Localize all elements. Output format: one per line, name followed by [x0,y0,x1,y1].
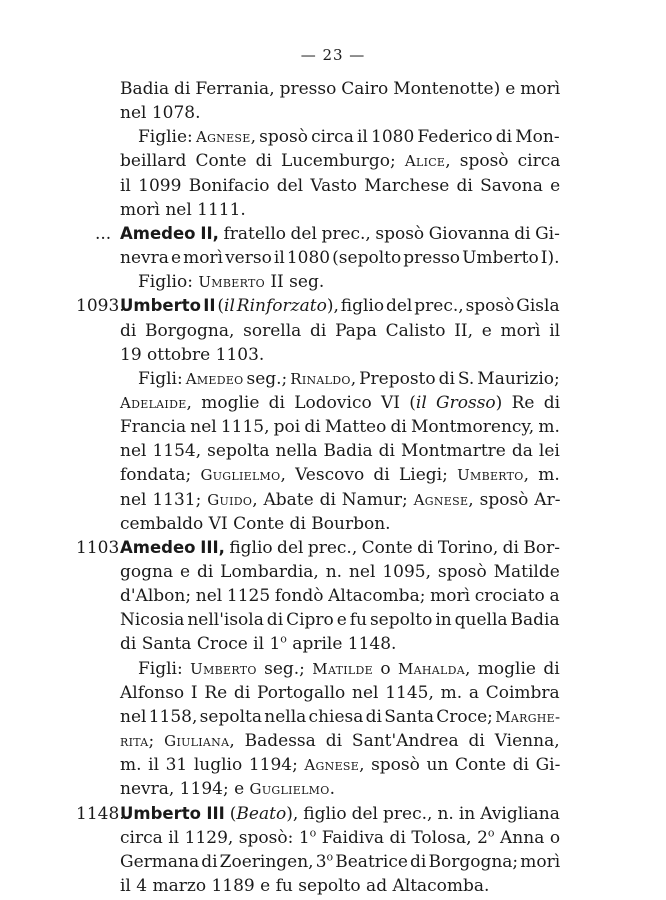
text-line [120,704,560,730]
text-run: , sposò circa il 1080 Federico di Mon- [250,127,560,148]
text-line [120,173,560,199]
text-run: nel 1154, sepolta nella Badia di Montmartre da lei [120,441,560,462]
entry-date: 1148. [76,803,125,824]
text-run: 19 ottobre 1103. [120,344,265,365]
text-line [120,728,560,754]
text-run: Figlie: [138,127,196,148]
text-line [138,269,324,295]
text-line [120,148,560,174]
text-run: Figli: [138,658,191,679]
text-run: Agnese [195,128,251,147]
text-line [138,656,560,682]
text-run: seg.; [256,658,313,679]
text-run: o [487,825,495,839]
text-run: II seg. [264,272,325,293]
text-line [120,221,560,247]
text-run: gogna e di Lombardia, n. nel 1095, sposò Matilde [120,562,560,582]
text-run: Amedeo [185,369,244,388]
text-line [120,390,560,416]
text-run: Agnese [304,756,360,775]
text-run: m. il 31 luglio 1194; [120,755,305,776]
text-line [138,366,560,392]
text-run: , sposò Ar- [468,489,561,510]
text-line [120,487,560,513]
text-line [120,293,560,319]
text-run: Guglielmo [200,466,281,485]
text-run: Agnese [413,490,469,509]
text-run: Guglielmo [249,780,330,799]
text-line [120,825,560,851]
text-run: il Rinforzato [224,296,327,317]
text-run: o [326,850,334,864]
text-run: , moglie di [465,658,560,679]
text-line [120,801,560,827]
text-line [120,76,560,102]
entry-name: Umberto II [120,296,216,316]
text-run: o [280,632,287,646]
text-line [120,414,560,440]
text-run: Mahalda [397,659,465,678]
text-line [138,124,560,150]
text-run: ; [148,731,165,752]
text-line [120,100,201,126]
text-run: Rinaldo [290,369,351,388]
text-run: Alice [404,152,446,171]
text-line [120,511,391,537]
text-run: il Grosso [415,392,496,413]
text-run: ( [215,296,225,317]
text-line [120,607,560,633]
text-run: Guido [207,490,253,509]
text-line [120,342,264,368]
entry-name: Amedeo III, [120,537,225,557]
text-run: il 4 marzo 1189 e fu sepolto ad Altacomba. [120,875,490,896]
text-line [120,438,560,464]
text-run: . [329,779,335,800]
page-number: — 23 — [300,46,366,64]
entry-date: 1093. [76,296,125,317]
text-run: Anna o [494,827,561,848]
entry-date: ... [95,223,112,244]
text-run: nel 1131; [120,489,208,510]
text-run: , Vescovo di Liegi; [280,465,458,486]
text-run: nevra e morì verso il 1080 (sepolto presso Umberto I). [120,248,560,269]
text-run: , sposò circa [445,151,561,172]
text-line [120,776,335,802]
entry-date: 1103. [76,537,125,558]
text-run: Faidiva di Tolosa, 2 [316,827,488,848]
text-run: morì nel 1111. [120,199,246,220]
text-run: , Preposto di S. Maurizio; [350,368,560,389]
text-line [120,245,560,271]
text-run: Badia di Ferrania, presso Cairo Montenotte) e morì [120,79,561,99]
text-run: Nicosia nell'isola di Cipro e fu sepolto in quella Badia [120,610,560,631]
text-run: Adelaide [120,393,187,412]
text-run: seg.; [243,368,291,389]
text-run: Alfonso I Re di Portogallo nel 1145, m. a Coimbra [120,682,560,703]
text-line [120,849,560,875]
text-run: , m. [523,465,560,486]
text-line [120,535,560,561]
text-run: , sposò un Conte di Gi- [359,755,561,776]
text-run: , Badessa di Sant'Andrea di Vienna, [229,731,560,752]
text-run: o [309,825,317,839]
text-run: Francia nel 1115, poi di Matteo di Montmorency, m. [120,417,560,438]
entry-name: Umberto III [120,803,225,823]
text-run: , Abate di Namur; [252,489,414,510]
text-line [120,583,560,609]
text-run: Giuliana [164,732,230,751]
text-run: o [372,658,398,679]
text-run: Marghe- [495,707,561,726]
text-line [120,559,560,585]
text-run: Beato [236,803,287,824]
text-run: aprile 1148. [286,634,397,655]
text-line [120,318,560,344]
text-run: Figlio: [138,272,199,293]
text-run: di Borgogna, sorella di Papa Calisto II, e morì il [120,320,561,341]
text-run: d'Albon; nel 1125 fondò Altacomba; morì crociato a [120,586,560,607]
text-run: nevra, 1194; e [120,779,250,800]
text-run: Germana di Zoeringen, 3 [120,851,327,872]
text-run: il 1099 Bonifacio del Vasto Marchese di Savona e [120,175,561,196]
text-run: Beatrice di Borgogna; morì [333,851,561,872]
text-line [120,680,560,706]
text-line [120,752,560,778]
text-run: circa il 1129, sposò: 1 [120,827,310,848]
text-run: cembaldo VI Conte di Bourbon. [120,513,391,534]
text-run: ( [224,803,237,824]
text-run: rita [120,732,149,751]
text-run: Umberto [198,273,265,292]
text-line [120,631,396,657]
text-run: nel 1078. [120,103,201,124]
text-run: figlio del prec., Conte di Torino, di Bor- [224,537,560,558]
text-line [120,462,560,488]
text-run: ), figlio del prec., n. in Avigliana [286,803,560,824]
text-run: Matilde [312,659,373,678]
text-run: beillard Conte di Lucemburgo; [120,151,405,172]
entry-name: Amedeo II, [120,223,219,243]
text-line [120,197,246,223]
text-run: , moglie di Lodovico VI ( [186,392,416,413]
text-run: nel 1158, sepolta nella chiesa di Santa Croce; [120,706,496,727]
text-run: di Santa Croce il 1 [120,634,281,655]
text-run: Umberto [457,466,524,485]
text-line [120,873,489,899]
text-run: ) Re di [495,392,561,413]
text-run: fondata; [120,465,201,486]
text-run: ), figlio del prec., sposò Gisla [326,296,560,317]
text-run: Umberto [190,659,257,678]
text-run: fratello del prec., sposò Giovanna di Gi- [218,223,560,244]
text-run: Figli: [138,368,186,389]
